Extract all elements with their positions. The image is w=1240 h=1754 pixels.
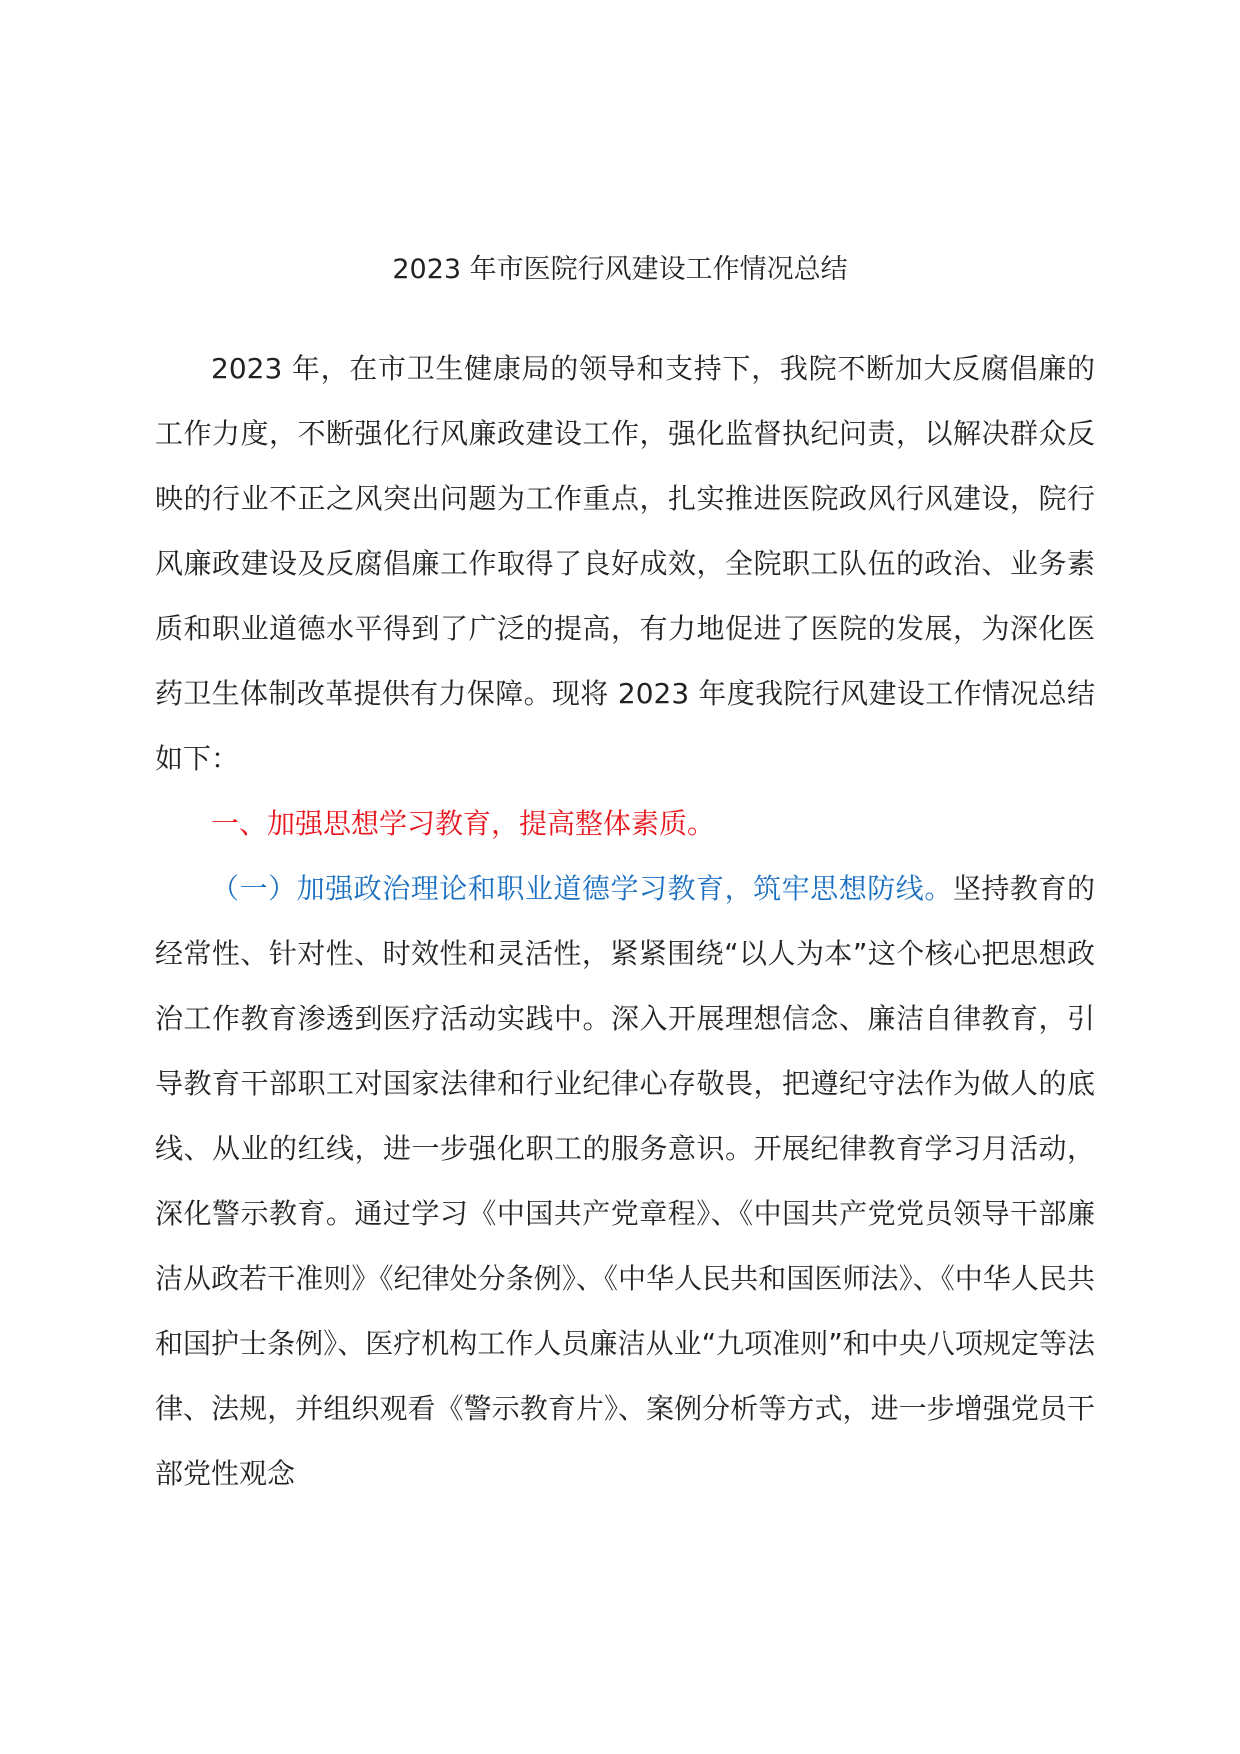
document-body: [155, 336, 1095, 1506]
subsection-paragraph: [155, 856, 1095, 1506]
subsection-body: 坚持教育的经常性、针对性、时效性和灵活性，紧紧围绕“以人为本”这个核心把思想政治工作教育渗透到医疗活动实践中。深入开展理想信念、廉洁自律教育，引导教育干部职工对国家法律和行业纪律心存敬畏，把遵纪守法作为做人的底线、从业的红线，进一步强化职工的服务意识。开展纪律教育学习月活动，深化警示教育。通过学习《中国共产党章程》、《中国共产党党员领导干部廉洁从政若干准则》《纪律处分条例》、《中华人民共和国医师法》、《中华人民共和国护士条例》、医疗机构工作人员廉洁从业“九项准则”和中央八项规定等法律、法规，并组织观看《警示教育片》、案例分析等方式，进一步增强党员干部党性观念: [155, 872, 1095, 1490]
section-heading: 一、加强思想学习教育，提高整体素质。: [211, 807, 716, 840]
document-title: 2023 年市医院行风建设工作情况总结: [392, 254, 848, 285]
subsection-heading: （一）加强政治理论和职业道德学习教育，筑牢思想防线。: [211, 872, 953, 905]
intro-paragraph: 2023 年，在市卫生健康局的领导和支持下，我院不断加大反腐倡廉的工作力度，不断强化行风廉政建设工作，强化监督执纪问责，以解决群众反映的行业不正之风突出问题为工作重点，扎实推进医院政风行风建设，院行风廉政建设及反腐倡廉工作取得了良好成效，全院职工队伍的政治、业务素质和职业道德水平得到了广泛的提高，有力地促进了医院的发展，为深化医药卫生体制改革提供有力保障。现将 2023 年度我院行风建设工作情况总结如下：: [155, 352, 1095, 775]
